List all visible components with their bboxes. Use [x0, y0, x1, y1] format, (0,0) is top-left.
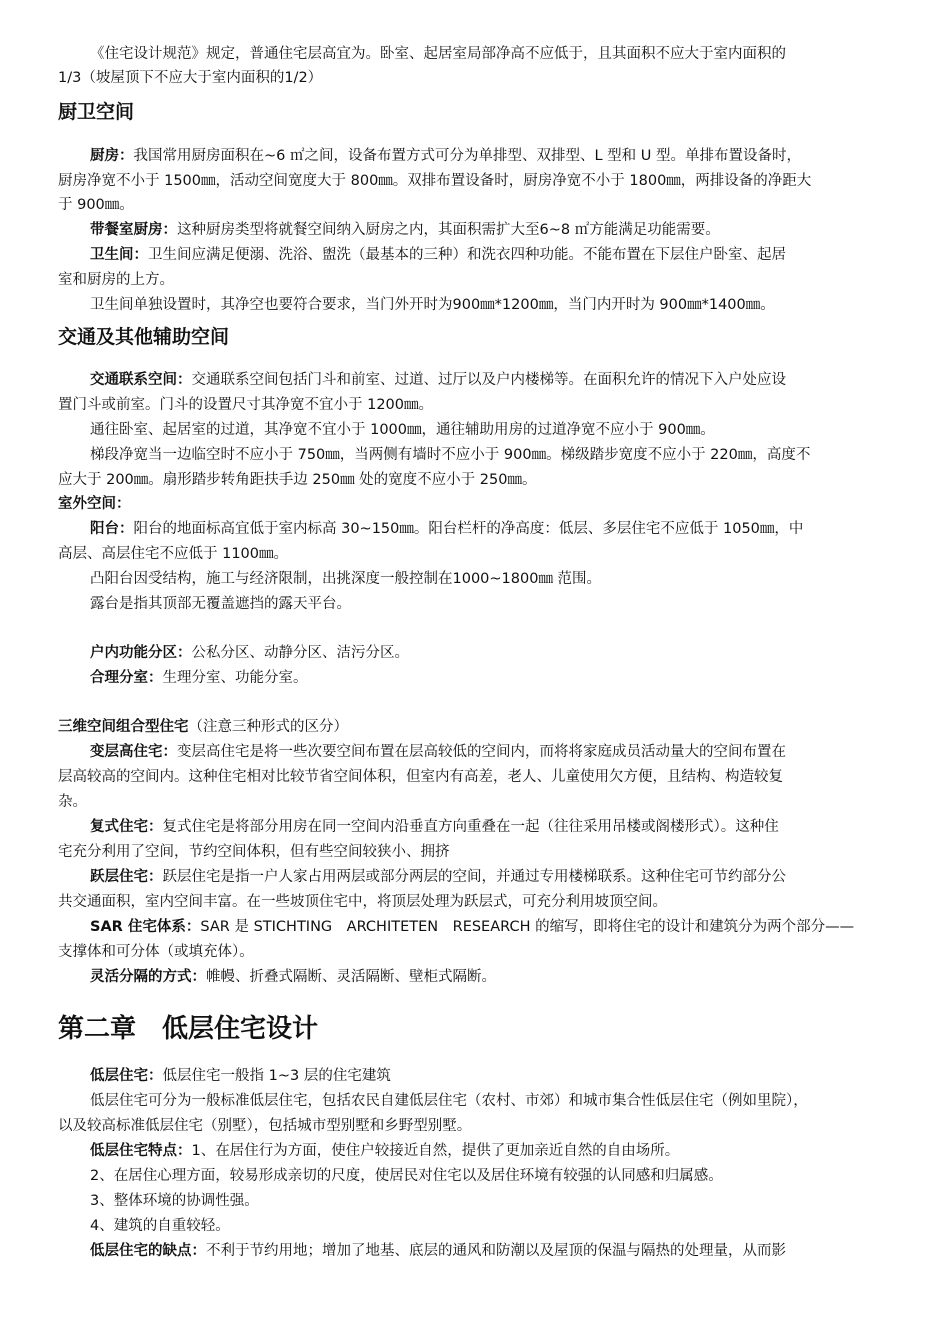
paragraph-line: 室和厨房的上方。	[58, 272, 174, 288]
term-label: 跃层住宅：	[90, 869, 163, 885]
paragraph-line	[58, 494, 900, 514]
paragraph-line: 凸阳台因受结构，施工与经济限制，出挑深度一般控制在1000~1800㎜ 范围。	[90, 571, 602, 587]
paragraph-line: 合理分室：生理分室、功能分室。	[90, 670, 308, 686]
paragraph-line: 高层、高层住宅不应低于 1100㎜。	[58, 546, 289, 562]
term-label: SAR 住宅体系：	[90, 919, 201, 935]
paragraph-line: 2、在居住心理方面，较易形成亲切的尺度，使居民对住宅以及居住环境有较强的认同感和归属感。	[90, 1168, 723, 1184]
paragraph-line: 带餐室厨房：这种厨房类型将就餐空间纳入厨房之内，其面积需扩大至6~8 ㎡方能满足功能需要。	[90, 222, 720, 238]
term-label: 带餐室厨房：	[90, 222, 177, 238]
section-heading-kitchen-bath: 厨卫空间	[58, 101, 135, 123]
term-label: 变层高住宅：	[90, 744, 177, 760]
term-label: 合理分室：	[90, 670, 163, 686]
paragraph-line: 通往卧室、起居室的过道，其净宽不宜小于 1000㎜，通往辅助用房的过道净宽不应小于 900㎜。	[90, 422, 715, 438]
paragraph-line: 以及较高标准低层住宅（别墅），包括城市型别墅和乡野型别墅。	[58, 1118, 472, 1134]
term-label: 户内功能分区：	[90, 645, 192, 661]
paragraph-line: 层高较高的空间内。这种住宅相对比较节省空间体积，但室内有高差，老人、儿童使用欠方便，且结构、构造较复	[58, 769, 783, 785]
term-label: 低层住宅的缺点：	[90, 1243, 206, 1259]
term-label: 厨房：	[90, 148, 134, 164]
term-label: 低层住宅特点：	[90, 1143, 192, 1159]
paragraph-line: 梯段净宽当一边临空时不应小于 750㎜，当两侧有墙时不应小于 900㎜。梯级踏步宽度不应小于 220㎜，高度不	[90, 447, 811, 463]
paragraph-line: SAR 住宅体系：SAR 是 STICHTING ARCHITETEN RESEARCH 的缩写，即将住宅的设计和建筑分为两个部分——	[90, 919, 855, 935]
paragraph-line: 低层住宅：低层住宅一般指 1~3 层的住宅建筑	[90, 1068, 391, 1084]
paragraph-line: 厨房：我国常用厨房面积在~6 ㎡之间，设备布置方式可分为单排型、双排型、L 型和 U 型。单排布置设备时，	[90, 148, 801, 164]
paragraph-line: 于 900㎜。	[58, 197, 134, 213]
term-label: 三维空间组合型住宅	[58, 719, 189, 735]
term-label: 室外空间：	[58, 496, 131, 512]
paragraph-line: 低层住宅特点：1、在居住行为方面，使住户较接近自然，提供了更加亲近自然的自由场所。	[90, 1143, 680, 1159]
paragraph-line: 宅充分利用了空间，节约空间体积，但有些空间较狭小、拥挤	[58, 844, 450, 860]
paragraph-line: 阳台：阳台的地面标高宜低于室内标高 30~150㎜。阳台栏杆的净高度：低层、多层住宅不应低于 1050㎜，中	[90, 521, 804, 537]
paragraph-line: 支撑体和可分体（或填充体）。	[58, 944, 254, 960]
paragraph-line: 跃层住宅：跃层住宅是指一户人家占用两层或部分两层的空间，并通过专用楼梯联系。这种住宅可节约部分公	[90, 869, 786, 885]
paragraph-line: 1/3（坡屋顶下不应大于室内面积的1/2）	[58, 70, 323, 86]
paragraph-line: 变层高住宅：变层高住宅是将一些次要空间布置在层高较低的空间内，而将将家庭成员活动量大的空间布置在	[90, 744, 786, 760]
paragraph-line: 户内功能分区：公私分区、动静分区、洁污分区。	[90, 645, 409, 661]
paragraph-line: 复式住宅：复式住宅是将部分用房在同一空间内沿垂直方向重叠在一起（往往采用吊楼或阁楼形式）。这种住	[90, 819, 779, 835]
paragraph-line: 卫生间：卫生间应满足便溺、洗浴、盥洗（最基本的三种）和洗衣四种功能。不能布置在下层住户卧室、起居	[90, 247, 786, 263]
paragraph-line: 厨房净宽不小于 1500㎜，活动空间宽度大于 800㎜。双排布置设备时，厨房净宽不小于 1800㎜，两排设备的净距大	[58, 173, 812, 189]
section-heading-traffic: 交通及其他辅助空间	[58, 326, 230, 348]
chapter-heading: 第二章 低层住宅设计	[58, 1014, 319, 1044]
paragraph-line: 交通联系空间：交通联系空间包括门斗和前室、过道、过厅以及户内楼梯等。在面积允许的情况下入户处应设	[90, 372, 786, 388]
term-label: 低层住宅：	[90, 1068, 163, 1084]
term-label: 复式住宅：	[90, 819, 163, 835]
paragraph-line: 灵活分隔的方式：帷幔、折叠式隔断、灵活隔断、壁柜式隔断。	[90, 969, 496, 985]
paragraph-line: 杂。	[58, 794, 87, 810]
paragraph-line: 应大于 200㎜。扇形踏步转角距扶手边 250㎜ 处的宽度不应小于 250㎜。	[58, 472, 537, 488]
term-label: 阳台：	[90, 521, 134, 537]
paragraph-line: 《住宅设计规范》规定，普通住宅层高宜为。卧室、起居室局部净高不应低于，且其面积不应大于室内面积的	[90, 46, 786, 62]
paragraph-line: 三维空间组合型住宅（注意三种形式的区分）	[58, 719, 348, 735]
term-label: 卫生间：	[90, 247, 148, 263]
term-label: 灵活分隔的方式：	[90, 969, 206, 985]
paragraph-line: 置门斗或前室。门斗的设置尺寸其净宽不宜小于 1200㎜。	[58, 397, 434, 413]
paragraph-line: 低层住宅可分为一般标准低层住宅，包括农民自建低层住宅（农村、市郊）和城市集合性低层住宅（例如里院），	[90, 1093, 808, 1109]
paragraph-line: 4、建筑的自重较轻。	[90, 1218, 230, 1234]
paragraph-line: 低层住宅的缺点：不利于节约用地；增加了地基、底层的通风和防潮以及屋顶的保温与隔热的处理量，从而影	[90, 1243, 786, 1259]
paragraph-line: 3、整体环境的协调性强。	[90, 1193, 259, 1209]
paragraph-line: 共交通面积，室内空间丰富。在一些坡顶住宅中，将顶层处理为跃层式，可充分利用坡顶空间。	[58, 894, 667, 910]
paragraph-line: 露台是指其顶部无覆盖遮挡的露天平台。	[90, 596, 351, 612]
term-label: 交通联系空间：	[90, 372, 192, 388]
paragraph-line: 卫生间单独设置时，其净空也要符合要求，当门外开时为900㎜*1200㎜，当门内开时为 900㎜*1400㎜。	[90, 297, 775, 313]
